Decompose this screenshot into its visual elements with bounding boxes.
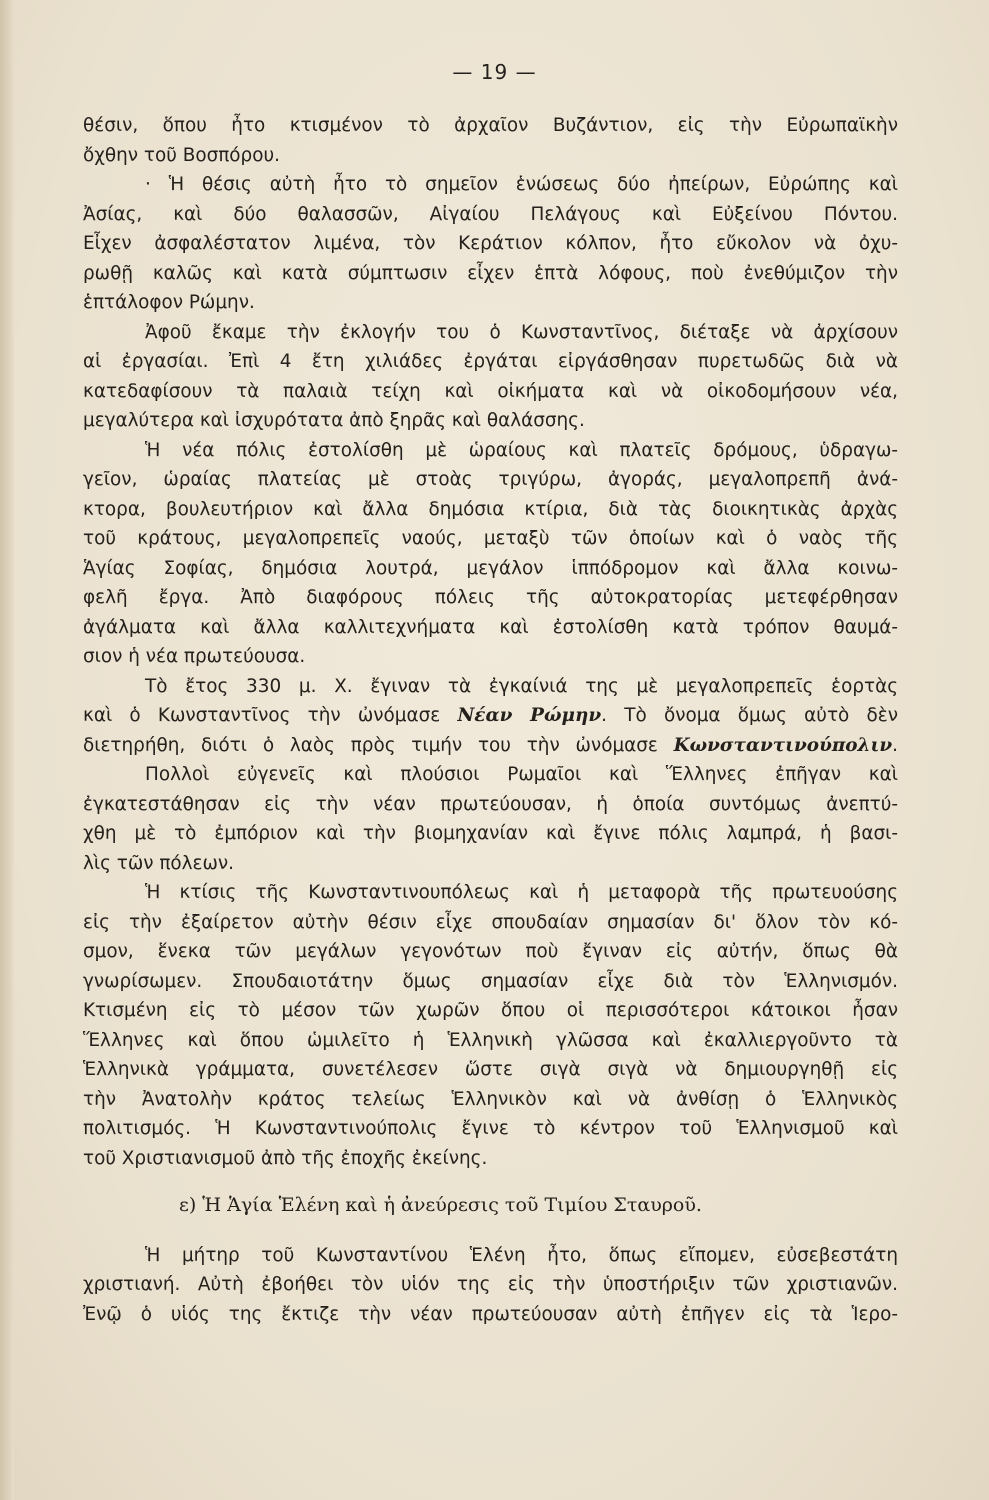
text-line: κατεδαφίσουν τὰ παλαιὰ τείχη καὶ οἰκήματα καὶ νὰ οἰκοδομήσουν νέα, [83,380,898,402]
text-line: Πολλοὶ εὐγενεῖς καὶ πλούσιοι Ρωμαῖοι καὶ Ἕλληνες ἐπῆγαν καὶ [145,764,898,785]
text-line: αἱ ἐργασίαι. Ἐπὶ 4 ἔτη χιλιάδες ἐργάται εἰργάσθησαν πυρετωδῶς διὰ νὰ [83,351,898,372]
text-segment: διετηρήθη, διότι ὁ λαὸς πρὸς τιμήν του τὴν ὠνόμασε [83,734,658,756]
text-line: Ἁγίας Σοφίας, δημόσια λουτρά, μεγάλον ἱππόδρομον καὶ ἄλλα κοινω- [83,557,898,579]
page-body [83,111,898,1329]
text-line: Εἶχεν ἀσφαλέστατον λιμένα, τὸν Κεράτιον κόλπον, ἦτο εὔκολον νὰ ὀχυ- [83,233,898,254]
text-line: · Ἡ θέσις αὐτὴ ἦτο τὸ σημεῖον ἑνώσεως δύο ἠπείρων, Εὐρώπης καὶ [145,174,898,195]
text-segment: . Τὸ ὄνομα ὅμως αὐτὸ δὲν [601,705,898,726]
emphasized-term-new-rome: Νέαν Ρώμην [457,705,602,726]
emphasized-term-constantinople: Κωνσταντινούπολιν [673,734,893,756]
text-line: χθη μὲ τὸ ἐμπόριον καὶ τὴν βιομηχανίαν καὶ ἔγινε πόλις λαμπρά, ἡ βασι- [83,823,898,844]
text-line: πολιτισμός. Ἡ Κωνσταντινούπολις ἔγινε τὸ κέντρον τοῦ Ἑλληνισμοῦ καὶ [83,1118,898,1139]
text-segment: . [892,734,898,756]
text-line: φελῆ ἔργα. Ἀπὸ διαφόρους πόλεις τῆς αὐτοκρατορίας μετεφέρθησαν [83,587,898,608]
text-line: γεῖον, ὡραίας πλατείας μὲ στοὰς τριγύρω, ἀγοράς, μεγαλοπρεπῆ ἀνά- [83,469,898,490]
page-binding-edge [0,0,14,1500]
section-heading: ε) Ἡ Ἁγία Ἑλένη καὶ ἡ ἀνεύρεσις τοῦ Τιμίου Σταυροῦ. [179,1194,702,1216]
text-line: γνωρίσωμεν. Σπουδαιοτάτην ὅμως σημασίαν εἶχε διὰ τὸν Ἑλληνισμόν. [83,970,898,992]
page-number: — 19 — [452,60,537,84]
text-line: Ἡ νέα πόλις ἐστολίσθη μὲ ὡραίους καὶ πλατεῖς δρόμους, ὑδραγω- [145,439,898,461]
text-line: τοῦ Χριστιανισμοῦ ἀπὸ τῆς ἐποχῆς ἐκείνης. [83,1147,488,1169]
text-line: χριστιανή. Αὐτὴ ἐβοήθει τὸν υἱόν της εἰς τὴν ὑποστήριξιν τῶν χριστιανῶν. [83,1274,898,1295]
text-line: ἑπτάλοφον Ρώμην. [83,292,255,313]
text-line: Ἑλληνικὰ γράμματα, συνετέλεσεν ὥστε σιγὰ σιγὰ νὰ δημιουργηθῇ εἰς [83,1059,898,1080]
text-line: λὶς τῶν πόλεων. [83,852,235,874]
text-line [83,731,898,761]
text-line: κτορα, βουλευτήριον καὶ ἄλλα δημόσια κτίρια, διὰ τὰς διοικητικὰς ἀρχὰς [83,498,898,520]
text-line: τὴν Ἀνατολὴν κράτος τελείως Ἑλληνικὸν καὶ νὰ ἀνθίσῃ ὁ Ἑλληνικὸς [83,1088,898,1110]
text-line: τοῦ κράτους, μεγαλοπρεπεῖς ναούς, μεταξὺ τῶν ὁποίων καὶ ὁ ναὸς τῆς [83,528,898,549]
text-line: μεγαλύτερα καὶ ἰσχυρότατα ἀπὸ ξηρᾶς καὶ θαλάσσης. [83,410,585,431]
text-line [83,701,898,731]
text-line: Κτισμένη εἰς τὸ μέσον τῶν χωρῶν ὅπου οἱ περισσότεροι κάτοικοι ἦσαν [83,1000,898,1021]
text-line: σμον, ἕνεκα τῶν μεγάλων γεγονότων ποὺ ἔγιναν εἰς αὐτήν, ὅπως θὰ [83,941,898,962]
text-line: Ἀσίας, καὶ δύο θαλασσῶν, Αἰγαίου Πελάγους καὶ Εὐξείνου Πόντου. [83,203,898,225]
text-line: Ἡ μήτηρ τοῦ Κωνσταντίνου Ἑλένη ἦτο, ὅπως εἴπομεν, εὐσεβεστάτη [145,1244,898,1266]
text-line: ὄχθην τοῦ Βοσπόρου. [83,144,280,166]
text-line: Ἡ κτίσις τῆς Κωνσταντινουπόλεως καὶ ἡ μεταφορὰ τῆς πρωτευούσης [145,882,898,903]
text-line: ἀγάλματα καὶ ἄλλα καλλιτεχνήματα καὶ ἐστολίσθη κατὰ τρόπον θαυμά- [83,616,898,638]
text-line: σιον ἡ νέα πρωτεύουσα. [83,646,306,667]
text-line: εἰς τὴν ἐξαίρετον αὐτὴν θέσιν εἶχε σπουδαίαν σημασίαν δι' ὅλον τὸν κό- [83,911,898,933]
text-line: Τὸ ἔτος 330 μ. Χ. ἔγιναν τὰ ἐγκαίνιά της μὲ μεγαλοπρεπεῖς ἑορτὰς [145,675,898,697]
text-line: Ἐνῷ ὁ υἱός της ἔκτιζε τὴν νέαν πρωτεύουσαν αὐτὴ ἐπῆγεν εἰς τὰ Ἱερο- [83,1303,898,1325]
text-line: ρωθῇ καλῶς καὶ κατὰ σύμπτωσιν εἶχεν ἑπτὰ λόφους, ποὺ ἐνεθύμιζον τὴν [83,262,898,284]
text-line: Ἀφοῦ ἔκαμε τὴν ἐκλογήν του ὁ Κωνσταντῖνος, διέταξε νὰ ἀρχίσουν [145,321,898,343]
text-segment: καὶ ὁ Κωνσταντῖνος τὴν ὠνόμασε [83,705,441,726]
text-line: θέσιν, ὅπου ἦτο κτισμένον τὸ ἀρχαῖον Βυζάντιον, εἰς τὴν Εὐρωπαϊκὴν [83,115,898,136]
text-line: Ἕλληνες καὶ ὅπου ὡμιλεῖτο ἡ Ἑλληνικὴ γλῶσσα καὶ ἐκαλλιεργοῦντο τὰ [83,1029,898,1051]
text-line: ἐγκατεστάθησαν εἰς τὴν νέαν πρωτεύουσαν, ἡ ὁποία συντόμως ἀνεπτύ- [83,793,898,815]
